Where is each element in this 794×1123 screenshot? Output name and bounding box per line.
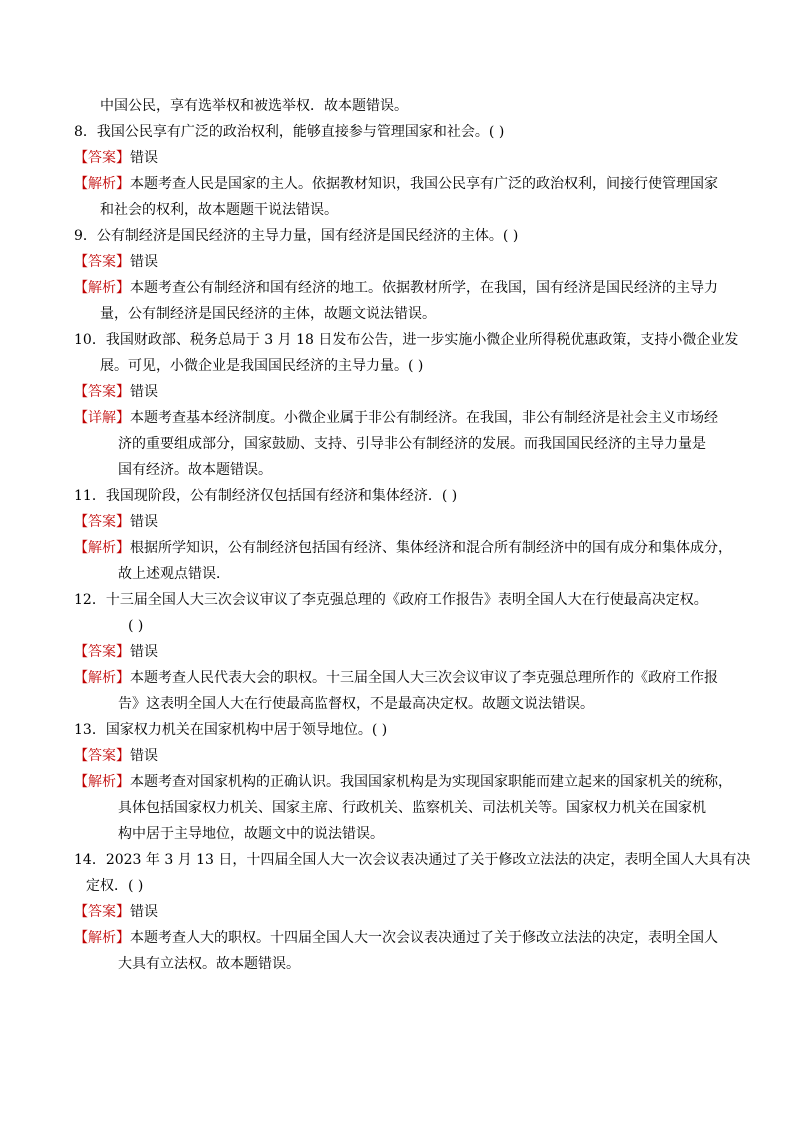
explanation-text: 本题考查对国家机构的正确认识。我国国家机构是为实现国家职能而建立起来的国家机关的统称， bbox=[130, 774, 732, 790]
answer-line bbox=[74, 145, 734, 171]
text-line: 定权．( ) bbox=[86, 878, 144, 894]
explanation-first-line bbox=[74, 925, 734, 951]
answer-tag: 【答案】 bbox=[74, 514, 130, 530]
answer-line bbox=[74, 509, 734, 535]
answer-value: 错误 bbox=[130, 748, 158, 764]
document-content bbox=[74, 93, 751, 977]
explanation-tag: 【详解】 bbox=[74, 410, 130, 426]
answer-value: 错误 bbox=[130, 904, 158, 920]
text-line: ( ) bbox=[128, 618, 144, 634]
text-line: 14．2023 年 3 月 13 日，十四届全国人大一次会议表决通过了关于修改立法法的决定，表明全国人大具有决 bbox=[74, 852, 751, 868]
answer-tag: 【答案】 bbox=[74, 384, 130, 400]
explanation-block bbox=[74, 275, 734, 327]
explanation-text: 本题考查基本经济制度。小微企业属于非公有制经济。在我国，非公有制经济是社会主义市场经 bbox=[130, 410, 718, 426]
answer-tag: 【答案】 bbox=[74, 644, 130, 660]
explanation-first-line bbox=[74, 405, 734, 431]
explanation-text: 根据所学知识，公有制经济包括国有经济、集体经济和混合所有制经济中的国有成分和集体成分， bbox=[130, 540, 732, 556]
explanation-first-line bbox=[74, 535, 734, 561]
explanation-tag: 【解析】 bbox=[74, 176, 130, 192]
explanation-block bbox=[74, 171, 734, 223]
explanation-block bbox=[74, 405, 734, 483]
answer-tag: 【答案】 bbox=[74, 150, 130, 166]
text-line: 12．十三届全国人大三次会议审议了李克强总理的《政府工作报告》表明全国人大在行使最高决定权。 bbox=[74, 592, 708, 608]
explanation-text: 本题考查公有制经济和国有经济的地工。依据教材所学，在我国，国有经济是国民经济的主导力 bbox=[130, 280, 718, 296]
text-line: 11．我国现阶段，公有制经济仅包括国有经济和集体经济．( ) bbox=[74, 488, 458, 504]
text-line: 展。可见，小微企业是我国国民经济的主导力量。( ) bbox=[100, 358, 424, 374]
text-line: 13．国家权力机关在国家机构中居于领导地位。( ) bbox=[74, 722, 388, 738]
text-line: 中国公民，享有选举权和被选举权．故本题错误。 bbox=[100, 98, 408, 114]
explanation-continuation: 济的重要组成部分，国家鼓励、支持、引导非公有制经济的发展。而我国国民经济的主导力量是 bbox=[118, 436, 706, 452]
answer-line bbox=[74, 639, 734, 665]
answer-value: 错误 bbox=[130, 150, 158, 166]
explanation-block bbox=[74, 535, 734, 587]
explanation-tag: 【解析】 bbox=[74, 930, 130, 946]
answer-tag: 【答案】 bbox=[74, 748, 130, 764]
text-line: 9．公有制经济是国民经济的主导力量，国有经济是国民经济的主体。( ) bbox=[74, 228, 519, 244]
answer-value: 错误 bbox=[130, 254, 158, 270]
explanation-continuation: 构中居于主导地位，故题文中的说法错误。 bbox=[118, 826, 384, 842]
explanation-first-line bbox=[74, 275, 734, 301]
explanation-text: 本题考查人民代表大会的职权。十三届全国人大三次会议审议了李克强总理所作的《政府工作报 bbox=[130, 670, 718, 686]
explanation-tag: 【解析】 bbox=[74, 774, 130, 790]
explanation-first-line bbox=[74, 665, 734, 691]
answer-tag: 【答案】 bbox=[74, 254, 130, 270]
explanation-continuation: 告》这表明全国人大在行使最高监督权，不是最高决定权。故题文说法错误。 bbox=[118, 696, 594, 712]
explanation-continuation: 故上述观点错误． bbox=[118, 566, 230, 582]
explanation-continuation: 国有经济。故本题错误。 bbox=[118, 462, 272, 478]
text-line: 8．我国公民享有广泛的政治权利，能够直接参与管理国家和社会。( ) bbox=[74, 124, 505, 140]
explanation-block bbox=[74, 925, 734, 977]
answer-value: 错误 bbox=[130, 644, 158, 660]
text-line: 10．我国财政部、税务总局于 3 月 18 日发布公告，进一步实施小微企业所得税优惠政策，支持小微企业发 bbox=[74, 332, 739, 348]
answer-value: 错误 bbox=[130, 514, 158, 530]
explanation-text: 本题考查人大的职权。十四届全国人大一次会议表决通过了关于修改立法法的决定，表明全国人 bbox=[130, 930, 718, 946]
answer-line bbox=[74, 743, 734, 769]
explanation-continuation: 量，公有制经济是国民经济的主体，故题文说法错误。 bbox=[100, 306, 436, 322]
answer-tag: 【答案】 bbox=[74, 904, 130, 920]
explanation-block bbox=[74, 769, 734, 847]
explanation-continuation: 和社会的权利，故本题题干说法错误。 bbox=[100, 202, 338, 218]
explanation-tag: 【解析】 bbox=[74, 280, 130, 296]
explanation-first-line bbox=[74, 769, 734, 795]
explanation-continuation: 大具有立法权。故本题错误。 bbox=[118, 956, 300, 972]
explanation-tag: 【解析】 bbox=[74, 540, 130, 556]
answer-value: 错误 bbox=[130, 384, 158, 400]
explanation-block bbox=[74, 665, 734, 717]
answer-line bbox=[74, 379, 734, 405]
answer-line bbox=[74, 899, 734, 925]
explanation-tag: 【解析】 bbox=[74, 670, 130, 686]
explanation-first-line bbox=[74, 171, 734, 197]
answer-line bbox=[74, 249, 734, 275]
explanation-continuation: 具体包括国家权力机关、国家主席、行政机关、监察机关、司法机关等。国家权力机关在国家机 bbox=[118, 800, 706, 816]
explanation-text: 本题考查人民是国家的主人。依据教材知识，我国公民享有广泛的政治权利，间接行使管理国家 bbox=[130, 176, 718, 192]
